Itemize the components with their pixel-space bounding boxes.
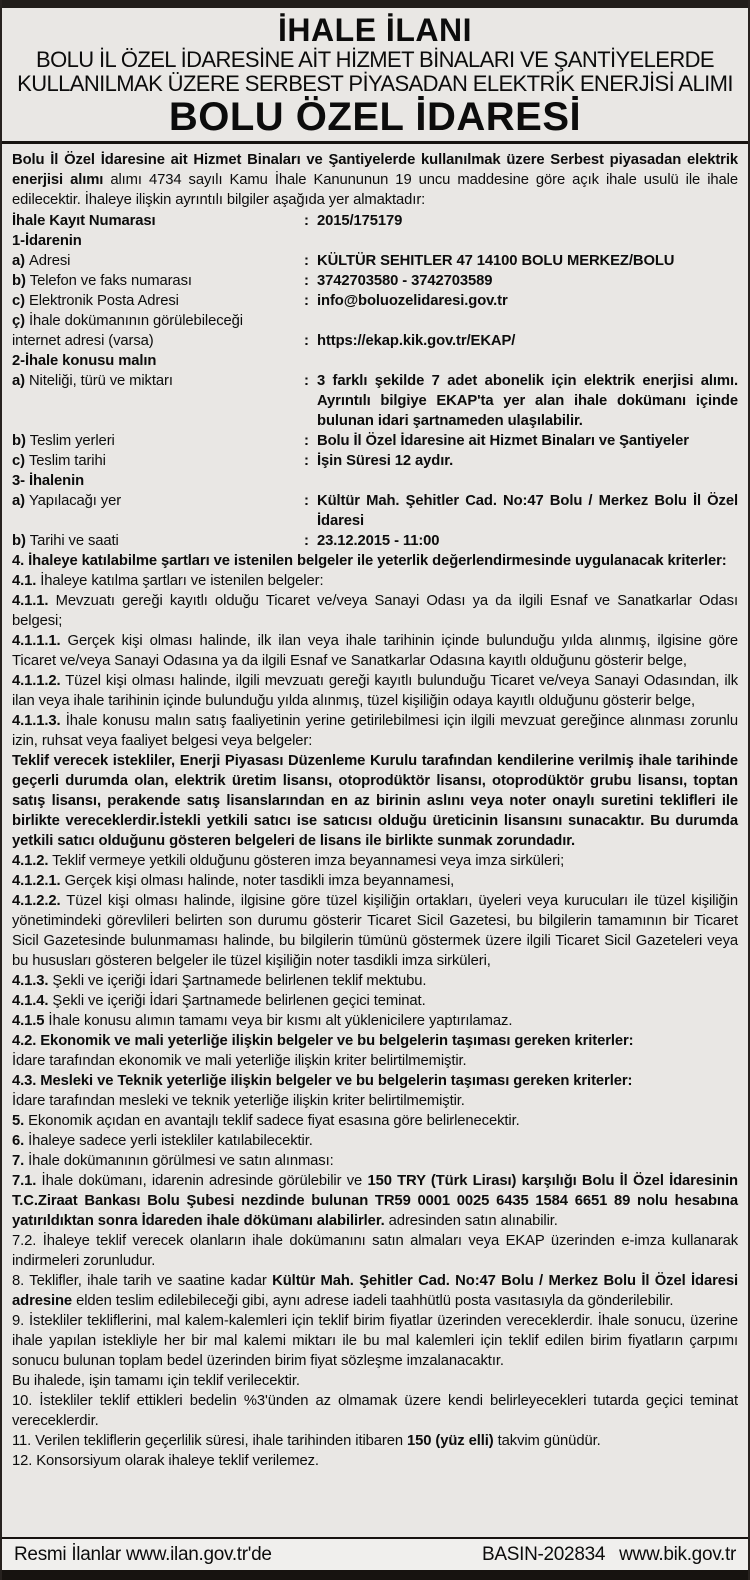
kv-row (12, 451, 738, 471)
text-run: İhaleye sadece yerli istekliler katılabilecektir. (24, 1133, 313, 1150)
kv-value-text (317, 291, 738, 311)
text-run: 4.1.1.2. (12, 673, 61, 690)
text-run: Gerçek kişi olması halinde, ilk ilan veya ihale tarihinin içinde bulunduğu yılda alınmış, ilgisine göre Ticaret ve/veya Sanayi Odasına ya da ilgili Esnaf ve Sanatkarlar Odasına kayıtlı olduğunu gösterir belge, (12, 633, 738, 670)
text-run: alımı 4734 sayılı Kamu İhale Kanununun 19 uncu maddesine göre açık ihale usulü ile ihale edilecektir. İhaleye ilişkin ayrıntılı bilgiler aşağıda yer almaktadır: (12, 172, 739, 209)
text-run: KÜLTÜR SEHITLER 47 14100 BOLU MERKEZ/BOLU (317, 253, 675, 270)
paragraph (12, 591, 738, 631)
paragraph (12, 711, 738, 751)
kv-row (12, 211, 738, 231)
kv-value (304, 451, 738, 471)
kv-value-text (317, 251, 738, 271)
section-row (12, 471, 738, 491)
text-run: 12. Konsorsiyum olarak ihaleye teklif verilemez. (12, 1453, 319, 1470)
kv-value (304, 371, 738, 431)
kv-label (12, 531, 304, 551)
kv-colon: : (304, 213, 309, 230)
footer-press-code: BASIN-202834 (481, 1543, 606, 1565)
text-run: Teslim tarihi (28, 453, 106, 470)
kv-label (12, 231, 304, 251)
text-run: 7. (12, 1153, 25, 1170)
text-run: 4.1.2.2. (12, 893, 61, 910)
kv-label (12, 271, 304, 291)
kv-label (12, 291, 304, 311)
details-list (12, 211, 738, 551)
footer-left-text: Resmi İlanlar www.ilan.gov.tr'de (14, 1543, 272, 1565)
paragraph (12, 1091, 738, 1111)
text-run: c) (12, 293, 29, 310)
ad-title: İHALE İLANI (278, 12, 472, 48)
announcement-footer (2, 1537, 748, 1570)
kv-colon: : (304, 493, 309, 510)
text-run: Kültür Mah. Şehitler Cad. No:47 Bolu / Merkez Bolu İl Özel İdaresi (317, 493, 738, 530)
text-run: Yapılacağı yer (28, 493, 122, 510)
text-run: İhale konusu malın satış faaliyetinin yerine getirilebilmesi için ilgili mevzuat gereğince alınması zorunlu izin, ruhsat veya faaliyet belgesi veya belgeler: (12, 713, 738, 750)
text-run: Adresi (28, 253, 71, 270)
text-run: 4.1.1.3. (12, 713, 61, 730)
text-run: 23.12.2015 - 11:00 (317, 533, 440, 550)
kv-row (12, 531, 738, 551)
text-run: Telefon ve faks numarası (29, 273, 192, 290)
footer-right (482, 1544, 736, 1566)
paragraph (12, 1311, 738, 1371)
text-run: b) (12, 533, 30, 550)
paragraph (12, 1111, 738, 1131)
paragraph (12, 1391, 738, 1431)
paragraph (12, 1031, 738, 1051)
paragraph (12, 1271, 738, 1311)
paragraph (12, 1371, 738, 1391)
paragraph (12, 631, 738, 671)
kv-value-text (317, 531, 738, 551)
paragraph (12, 1171, 738, 1231)
text-run: İhale dokümanının görülmesi ve satın alınması: (24, 1153, 334, 1170)
text-run: 10. İstekliler teklif ettikleri bedelin %3'ünden az olmamak üzere kendi belirleyecekleri tutarda geçici teminat vereceklerdir. (12, 1393, 738, 1430)
text-run: adresinden satın alınabilir. (384, 1213, 558, 1230)
paragraph (12, 1231, 738, 1271)
paragraph (12, 1051, 738, 1071)
kv-label (12, 371, 304, 391)
section-row (12, 351, 738, 371)
kv-value-text (317, 371, 738, 431)
kv-row (12, 491, 738, 531)
text-run: c) (12, 453, 29, 470)
text-run: İdare tarafından ekonomik ve mali yeterliğe ilişkin kriter belirtilmemiştir. (12, 1053, 467, 1070)
kv-colon: : (304, 253, 309, 270)
kv-colon: : (304, 533, 309, 550)
kv-value (304, 211, 738, 231)
text-run: Teklif vermeye yetkili olduğunu gösteren imza beyannamesi veya imza sirküleri; (48, 853, 565, 870)
text-run: İhale Kayıt Numarası (12, 213, 156, 230)
announcement-header (2, 8, 748, 144)
section-row (12, 311, 738, 331)
text-run: 2015/175179 (317, 213, 403, 230)
ad-subtitle-line1: BOLU İL ÖZEL İDARESİNE AİT HİZMET BİNALARI VE ŞANTİYELERDE (36, 46, 714, 72)
kv-value-text (317, 271, 738, 291)
ad-subtitle-line2: KULLANILMAK ÜZERE SERBEST PİYASADAN ELEKTRİK ENERJİSİ ALIMI (17, 70, 733, 96)
kv-value (304, 271, 738, 291)
kv-value-text (317, 451, 738, 471)
intro-paragraph (12, 150, 738, 210)
text-run: Teslim yerleri (29, 433, 115, 450)
kv-value (304, 331, 738, 351)
text-run: 4.1.2.1. (12, 873, 61, 890)
text-run: Teklif verecek istekliler, Enerji Piyasası Düzenleme Kurulu tarafından kendilerine verilmiş ihale tarihinde geçerli durumda olan, elektrik üretim lisansı, otoprodüktör lisansı, otoprodüktör grubu lisansı, toptan satış lisansı, perakende satış lisanslarından en az birinin aslını veya noter onaylı suretini teklifleri ile birlikte vereceklerdir.İstekli yetkili satıcı ise satıcısı olduğu üreticinin lisansını sunacaktır. Bu durumda yetkili satıcı olduğunu gösteren belgeleri de lisans ile birlikte sunmak zorundadır. (12, 753, 738, 850)
text-run: Bolu İl Özel İdaresine ait Hizmet Binaları ve Şantiyelerde kullanılmak üzere Serbest piyasadan elektrik enerjisi alımı (12, 152, 738, 189)
text-run: 8. Teklifler, ihale tarih ve saatine kadar (12, 1273, 273, 1290)
text-run: 4.2. Ekonomik ve mali yeterliğe ilişkin belgeler ve bu belgelerin taşıması gereken kriterler: (12, 1033, 634, 1050)
text-run: Şekli ve içeriği İdari Şartnamede belirlenen geçici teminat. (48, 993, 426, 1010)
paragraph (12, 751, 738, 851)
kv-value-text (317, 331, 738, 351)
text-run: 4.1.3. (12, 973, 49, 990)
text-run: https://ekap.kik.gov.tr/EKAP/ (317, 333, 516, 350)
paragraph (12, 1151, 738, 1171)
text-run: b) (12, 273, 30, 290)
text-run: Tarihi ve saati (29, 533, 119, 550)
text-run: Tüzel kişi olması halinde, ilgili mevzuatı gereği kayıtlı bulunduğu Ticaret ve/veya Sanayi Odasından, ilk ilan veya ihale tarihinin içinde bulunduğu yılda alınmış, tüzel kişiliğin odaya kayıtlı olduğunu gösterir belge, (12, 673, 738, 710)
announcement-body (2, 144, 748, 1471)
kv-label (12, 351, 304, 371)
organization-title: BOLU ÖZEL İDARESİ (168, 94, 582, 139)
paragraph (12, 991, 738, 1011)
text-run: 150 TRY (Türk Lirası) karşılığı Bolu İl Özel İdaresinin T.C.Ziraat Bankası Bolu Şubesi nezdinde bulunan TR59 0001 0025 6435 1584 6651 89 nolu hesabına yatırıldıktan sonra İdareden ihale dökümanı alabilirler. (12, 1173, 738, 1230)
text-run: 9. İstekliler tekliflerini, mal kalem-kalemleri için teklif birim fiyatlar üzerinden vereceklerdir. İhale sonucu, üzerine ihale yapılan istekliyle her bir mal kalemi miktarı ile bu mal kalemleri için teklif edilen birim fiyatların çarpımı sonucu bulunan toplam bedel üzerinden birim fiyat sözleşme imzalanacaktır. (12, 1313, 738, 1370)
text-run: 7.1. (12, 1173, 37, 1190)
top-border-band (2, 0, 748, 8)
text-run: İşin Süresi 12 aydır. (317, 453, 454, 470)
kv-value (304, 251, 738, 271)
text-run: 4.1.2. (12, 853, 49, 870)
text-run: Tüzel kişi olması halinde, ilgisine göre tüzel kişiliğin ortakları, üyeleri veya kurucuları ile tüzel kişiliğin yönetimindeki görevlileri belirten son durumu gösterir Ticaret Sicil Gazetesi, bu bilgilerin tamamının bir Ticaret Sicil Gazetesinde bulunmaması halinde, bu bilgilerin tümünü göstermek üzere ilgili Ticaret Sicil Gazeteleri veya bu hususları gösteren belgeler ile tüzel kişiliğin noter tasdikli imza sirküleri, (12, 893, 738, 970)
text-run: İdare tarafından mesleki ve teknik yeterliğe ilişkin kriter belirtilmemiştir. (12, 1093, 465, 1110)
kv-colon: : (304, 273, 309, 290)
text-run: 4.1.5 (12, 1013, 45, 1030)
kv-value-text (317, 211, 738, 231)
kv-value (304, 431, 738, 451)
text-run: 150 (yüz elli) (407, 1433, 494, 1450)
paragraph (12, 1011, 738, 1031)
kv-row (12, 431, 738, 451)
paragraph (12, 1071, 738, 1091)
text-run: İhale dokümanı, idarenin adresinde görülebilir ve (36, 1173, 368, 1190)
text-run: takvim günüdür. (493, 1433, 601, 1450)
text-run: 7.2. İhaleye teklif verecek olanların ihale dokümanını satın almaları veya EKAP üzerinden e-imza kullanarak indirmeleri zorunludur. (12, 1233, 738, 1270)
section-row (12, 231, 738, 251)
text-run: 11. Verilen tekliflerin geçerlilik süresi, ihale tarihinden itibaren (12, 1433, 408, 1450)
text-run: a) (12, 373, 29, 390)
text-run: Gerçek kişi olması halinde, noter tasdikli imza beyannamesi, (60, 873, 455, 890)
text-run: İhaleye katılma şartları ve istenilen belgeler: (36, 573, 324, 590)
kv-label (12, 431, 304, 451)
text-run: 4.1.1.1. (12, 633, 61, 650)
text-run: Elektronik Posta Adresi (28, 293, 179, 310)
kv-label (12, 211, 304, 231)
text-run: 3 farklı şekilde 7 adet abonelik için elektrik enerjisi alımı. Ayrıntılı bilgiye EKAP'ta yer alan ihale dokümanı içinde bulunan idari şartnameden ulaşılabilir. (317, 373, 738, 430)
text-run: internet adresi (varsa) (12, 333, 154, 350)
text-run: a) (12, 253, 29, 270)
paragraph (12, 1131, 738, 1151)
text-run: 2-İhale konusu malın (12, 353, 157, 370)
text-run: 3- İhalenin (12, 473, 85, 490)
text-run: 1-İdarenin (12, 233, 82, 250)
kv-label (12, 311, 304, 331)
kv-label (12, 491, 304, 511)
footer-right-url: www.bik.gov.tr (619, 1543, 736, 1565)
text-run: 4. İhaleye katılabilme şartları ve istenilen belgeler ile yeterlik değerlendirmesinde uygulanacak kriterler: (12, 553, 727, 570)
paragraph (12, 1451, 738, 1471)
text-run: 6. (12, 1133, 25, 1150)
text-run: Bu ihalede, işin tamamı için teklif verilecektir. (12, 1373, 300, 1390)
kv-value-text (317, 431, 738, 451)
text-run: info@boluozelidaresi.gov.tr (317, 293, 508, 310)
text-run: b) (12, 433, 30, 450)
paragraph (12, 1431, 738, 1451)
text-run: Niteliği, türü ve miktarı (28, 373, 173, 390)
kv-colon: : (304, 293, 309, 310)
kv-colon: : (304, 333, 309, 350)
text-run: 4.1.1. (12, 593, 49, 610)
paragraph (12, 851, 738, 871)
kv-value (304, 491, 738, 531)
text-run: Ekonomik açıdan en avantajlı teklif sadece fiyat esasına göre belirlenecektir. (24, 1113, 520, 1130)
paragraphs (12, 551, 738, 1471)
text-run: ç) (12, 313, 29, 330)
text-run: elden teslim edilebileceği gibi, aynı adrese iadeli taahhütlü posta vasıtasıyla da gönderilebilir. (72, 1293, 674, 1310)
kv-colon: : (304, 433, 309, 450)
kv-row (12, 251, 738, 271)
kv-row (12, 271, 738, 291)
kv-row (12, 331, 738, 351)
paragraph (12, 871, 738, 891)
text-run: Şekli ve içeriği İdari Şartnamede belirlenen teklif mektubu. (48, 973, 427, 990)
paragraph (12, 891, 738, 971)
text-run: Kültür Mah. Şehitler Cad. No:47 Bolu / Merkez Bolu İl Özel İdaresi adresine (12, 1273, 739, 1310)
kv-label (12, 471, 304, 491)
text-run: İhale dokümanının görülebileceği (28, 313, 243, 330)
text-run: 4.1.4. (12, 993, 49, 1010)
kv-value-text (317, 491, 738, 531)
text-run: Bolu İl Özel İdaresine ait Hizmet Binaları ve Şantiyeler (317, 433, 689, 450)
paragraph (12, 551, 738, 571)
text-run: 3742703580 - 3742703589 (317, 273, 493, 290)
text-run: 4.3. Mesleki ve Teknik yeterliğe ilişkin belgeler ve bu belgelerin taşıması gereken kriterler: (12, 1073, 633, 1090)
paragraph (12, 971, 738, 991)
kv-value (304, 531, 738, 551)
kv-row (12, 291, 738, 311)
kv-colon: : (304, 453, 309, 470)
kv-label (12, 251, 304, 271)
bottom-border-band (2, 1570, 748, 1580)
kv-colon: : (304, 373, 309, 390)
kv-value (304, 291, 738, 311)
kv-label (12, 331, 304, 351)
kv-row (12, 371, 738, 431)
text-run: 5. (12, 1113, 25, 1130)
text-run: Mevzuatı gereği kayıtlı olduğu Ticaret ve/veya Sanayi Odası ya da ilgili Esnaf ve Sanatkarlar Odası belgesi; (12, 593, 738, 630)
paragraph (12, 671, 738, 711)
text-run: İhale konusu alımın tamamı veya bir kısmı alt yüklenicilere yaptırılamaz. (44, 1013, 513, 1030)
text-run: a) (12, 493, 29, 510)
text-run: 4.1. (12, 573, 37, 590)
kv-label (12, 451, 304, 471)
paragraph (12, 571, 738, 591)
